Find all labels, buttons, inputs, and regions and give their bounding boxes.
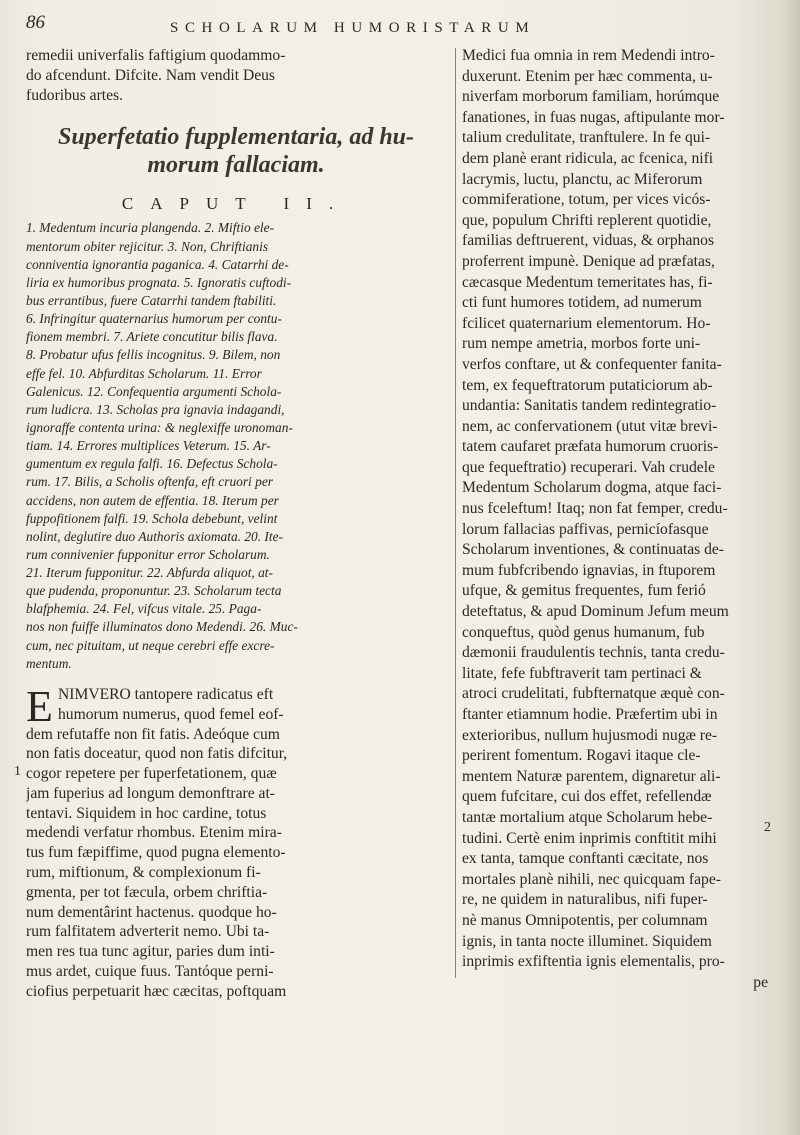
summary-line: blafphemia. 24. Fel, vifcus vitale. 25. Paga- <box>26 601 262 617</box>
summary-line: bus errantibus, fuere Catarrhi tandem ftabiliti. <box>26 292 277 308</box>
text-line: jam fuperius ad longum demonftrare at- <box>26 784 275 802</box>
summary-line: nos non fuiffe illuminatos dono Medendi. 26. Muc- <box>26 619 298 635</box>
text-line: niverfam morborum familiam, horúmque <box>462 88 720 106</box>
text-line: litate, fefe fubftraverit tam pertinaci & <box>462 664 702 682</box>
summary-line: mentum. <box>26 655 72 671</box>
text-line: cogor repetere per fuperfetationem, quæ <box>26 765 277 783</box>
summary-line: que pudenda, proponuntur. 23. Scholarum tecta <box>26 583 282 599</box>
text-line: num dementârint hactenus. quodque ho- <box>26 903 277 921</box>
text-line: quem fufcitare, cui dos effet, refellendæ <box>462 788 712 806</box>
left-top-text <box>26 46 446 105</box>
summary-line: cum, nec pituitam, ut neque cerebri effe excre- <box>26 637 275 653</box>
text-line: ignis, in tanta nocte illuminet. Siquidem <box>462 932 712 950</box>
summary-line: nolint, deglutire duo Authoris axiomata. 20. Ite- <box>26 528 284 544</box>
catchword: pe <box>753 973 768 991</box>
summary-line: Galenicus. 12. Confequentia argumenti Schola- <box>26 383 282 399</box>
text-line: atroci crudelitati, fubfternatque æquè con- <box>462 685 725 703</box>
drop-cap: E <box>26 681 53 731</box>
text-line: commiferatione, totum, per vices vicós- <box>462 191 711 209</box>
text-line: familias deftruerent, viduas, & orphanos <box>462 232 715 250</box>
text-line: proferrent impunè. Denique ad præfatas, <box>462 252 715 270</box>
text-line: rum, miftionum, & complexionum fi- <box>26 864 261 882</box>
summary-line: accidens, non autem de effentia. 18. Iterum per <box>26 492 279 508</box>
left-column <box>26 46 446 1002</box>
summary-line: rum connivenier fupponitur error Scholarum. <box>26 546 270 562</box>
text-line: mortales planè nihili, nec quicquam fape- <box>462 870 721 888</box>
text-line: rum falfitatem adverterit nemo. Ubi ta- <box>26 923 270 941</box>
text-line: tantæ mortalium atque Scholarum hebe- <box>462 808 713 826</box>
text-line: exterioribus, nullum hujusmodi nugæ re- <box>462 726 718 744</box>
text-line: nem, ac confervationem (utut vitæ brevi- <box>462 417 718 435</box>
text-line: mum fubfcribendo ignavias, in ftuporem <box>462 561 716 579</box>
text-line: inprimis exfiftentia ignis elementalis, pro- <box>462 953 725 971</box>
text-line: fudoribus artes. <box>26 86 124 104</box>
text-line: ftanter etiamnum hodie. Præfertim ubi in <box>462 706 718 723</box>
text-line: Scholarum inventiones, & continuatas de- <box>462 541 725 559</box>
text-line: men res tua tunc agitur, paries dum inti- <box>26 943 275 961</box>
text-line: fanationes, in fuas nugas, aftipulante mor- <box>462 108 725 126</box>
text-line: dæmonii fraudulentis technis, tanta credu- <box>462 644 725 662</box>
text-line: ufque, & gemitus frequentes, fum ferió <box>462 582 706 600</box>
text-line: dem planè erant ridicula, ac fcenica, nifi <box>462 149 714 167</box>
text-line: ex tanta, tamque conftanti cæcitate, nos <box>462 850 709 868</box>
running-head: SCHOLARUM HUMORISTARUM <box>170 20 536 36</box>
text-line: NIMVERO tantopere radicatus eft <box>58 685 274 703</box>
summary-line: liria ex humoribus prognata. 5. Ignoratis cuftodi- <box>26 274 292 290</box>
summary-line: effe fel. 10. Abfurditas Scholarum. 11. Error <box>26 365 262 381</box>
text-line: remedii univerfalis faftigium quodammo- <box>26 47 286 64</box>
text-line: que, populum Chrifti replerent quotidie, <box>462 211 712 229</box>
margin-note: 1 <box>14 764 21 779</box>
chapter-title-line: morum fallaciam. <box>147 152 325 179</box>
text-line: talium credulitate, tranftulere. In fe qui- <box>462 129 711 147</box>
text-line: rum nempe ametria, morbos forte uni- <box>462 335 701 353</box>
text-line: mus ardet, cuique fuus. Tantóque perni- <box>26 963 274 981</box>
text-line: gmenta, per tot fæcula, orbem chriftia- <box>26 883 268 901</box>
summary-line: rum. 17. Bilis, a Scholis oftenfa, eft cruori per <box>26 474 273 490</box>
text-line: Medentum Scholarum dogma, atque faci- <box>462 479 722 497</box>
text-line: medendi verfatur rhombus. Etenim mira- <box>26 824 282 842</box>
body-paragraph <box>26 681 446 1002</box>
text-line: ciofius perpetuarit hæc cæcitas, poftquam <box>26 982 287 1000</box>
summary-line: tiam. 14. Errores multiplices Veterum. 15. Ar- <box>26 438 271 454</box>
summary-line: mentorum obiter rejicitur. 3. Non, Chriftianis <box>26 238 269 254</box>
text-line: que fequeftratio) recuperari. Vah crudele <box>462 458 715 476</box>
text-line: undantia: Sanitatis tandem redintegratio- <box>462 397 717 415</box>
right-column <box>462 46 782 993</box>
text-line: lacrymis, luctu, planctu, ac Miferorum <box>462 170 703 188</box>
text-line: tatem caufaret præfata humorum cruoris- <box>462 438 719 456</box>
page-number: 86 <box>26 12 45 33</box>
chapter-heading: CAPUT II. <box>121 194 351 214</box>
margin-note: 2 <box>764 820 771 835</box>
summary-line: 21. Iterum fupponitur. 22. Abfurda aliquot, at- <box>26 565 273 581</box>
text-line: do afcendunt. Difcite. Nam vendit Deus <box>26 66 275 84</box>
text-line: cti funt humores totidem, ad numerum <box>462 294 702 312</box>
text-line: fcilicet quaternarium elementorum. Ho- <box>462 314 711 332</box>
summary-line: 8. Probatur ufus fellis incognitus. 9. Bilem, non <box>26 347 281 363</box>
text-line: duxerunt. Etenim per hæc commenta, u- <box>462 67 713 85</box>
text-line: verfos conftare, ut & confequenter fanita- <box>462 355 722 373</box>
text-line: dem refutaffe non fit fatis. Adeóque cum <box>26 725 280 743</box>
text-line: humorum numerus, quod femel eof- <box>58 705 284 723</box>
summary-line: fionem membri. 7. Ariete concutitur bilis flava. <box>26 329 278 345</box>
summary-line: ignoraffe contenta urina: & neglexiffe uronoman- <box>26 419 293 435</box>
text-line: re, ne quidem in naturalibus, nifi fuper- <box>462 891 708 909</box>
chapter-title-line: Superfetatio fupplementaria, ad hu- <box>57 124 415 151</box>
chapter-title <box>26 123 446 179</box>
text-line: deteftatus, & apud Dominum Jefum meum <box>462 603 729 621</box>
summary-line: fuppofitionem falfi. 19. Schola debebunt, velint <box>26 510 278 526</box>
summary-line: gumentum ex regula falfi. 16. Defectus Schola- <box>26 456 278 472</box>
text-line: tudini. Certè enim inprimis conftitit mihi <box>462 829 717 847</box>
text-line: nus fceleftum! Itaq; non fat femper, credu- <box>462 500 728 518</box>
text-line: tus fum fæpiffime, quod pugna elemento- <box>26 844 286 862</box>
text-line: tentavi. Siquidem in hoc cardine, totus <box>26 804 267 822</box>
summary-line: 6. Infringitur quaternarius humorum per contu- <box>26 311 282 327</box>
chapter-summary <box>26 219 446 673</box>
summary-line: conniventia ignorantia paganica. 4. Catarrhi de- <box>26 256 289 272</box>
text-line: cæcasque Medentum temeritates has, fi- <box>462 273 713 291</box>
text-line: mentem Naturæ parentem, dignaretur ali- <box>462 767 721 785</box>
text-line: nè manus Omnipotentis, per columnam <box>462 911 708 929</box>
text-line: conqueftus, quòd genus humanum, fub <box>462 623 705 641</box>
text-line: lorum fallacias paffivas, pernicíofasque <box>462 520 709 538</box>
text-line: perirent fomentum. Rogavi itaque cle- <box>462 747 701 765</box>
summary-line: rum ludicra. 13. Scholas pra ignavia indagandi, <box>26 401 285 417</box>
summary-line: 1. Medentum incuria plangenda. 2. Miftio ele- <box>26 220 275 236</box>
text-line: tem, ex fequeftratorum putaticiorum ab- <box>462 376 713 394</box>
text-line: non fatis doceatur, quod non fatis difcitur, <box>26 745 288 763</box>
text-line: Medici fua omnia in rem Medendi intro- <box>462 47 715 64</box>
column-divider <box>455 48 456 978</box>
